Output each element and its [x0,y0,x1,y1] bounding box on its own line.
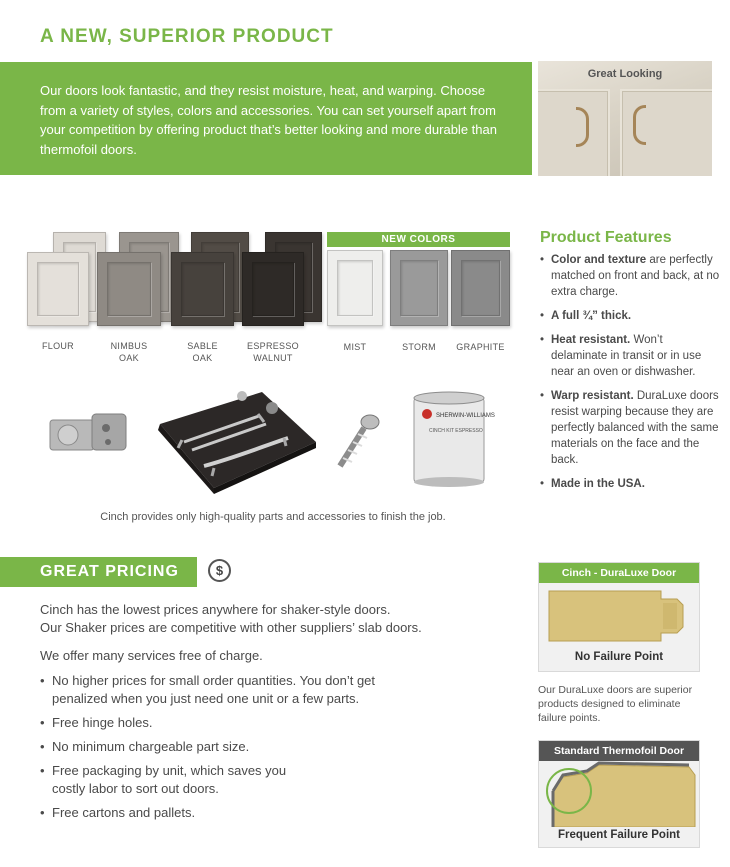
thermofoil-cross-section [539,761,699,827]
dollar-icon: $ [208,559,231,582]
svg-text:SHERWIN-WILLIAMS: SHERWIN-WILLIAMS [436,413,495,419]
thermofoil-box-title: Standard Thermofoil Door [539,741,699,761]
duraluxe-description: Our DuraLuxe doors are superior products designed to eliminate failure points. [538,684,693,724]
screw-icon [340,415,379,466]
color-label-graphite: GRAPHITE [456,342,505,352]
svg-text:CINCH KIT ESPRESSO: CINCH KIT ESPRESSO [429,428,483,434]
door-graphite [451,250,510,326]
features-title: Product Features [540,229,672,246]
color-label-storm: STORM [402,342,436,352]
thermofoil-box-label: Frequent Failure Point [557,829,681,841]
pricing-item: • Free packaging by unit, which saves you costly labor to sort out doors. [40,762,480,798]
feature-item: • A full ¾” thick. [540,308,720,324]
color-label-nimbus-oak: NIMBUS OAK [110,341,148,363]
accessories-caption: Cinch provides only high-quality parts and accessories to finish the job. [100,511,446,523]
door-mist [327,250,383,326]
pricing-item: • Free cartons and pallets. [40,804,480,822]
feature-item: • Heat resistant. Won’t delaminate in transit or in use near an oven or dishwasher. [540,332,720,380]
accessories-illustration [44,384,504,494]
photo-label: Great Looking [587,68,663,80]
paint-can-icon [414,392,495,487]
cabinet-photo [538,61,712,176]
feature-item: • Warp resistant. DuraLuxe doors resist warping because they are perfectly balanced with the same materials on the face and the back. [540,388,720,468]
door-nimbus-oak [97,252,161,326]
door-espresso-walnut [242,252,304,326]
door-flour [27,252,89,326]
color-label-espresso-walnut: ESPRESSO WALNUT [247,341,299,363]
duraluxe-cross-section [539,585,699,647]
duraluxe-box-title: Cinch - DuraLuxe Door [539,563,699,583]
pricing-list [40,672,480,828]
door-sable-oak [171,252,234,326]
color-label-mist: MIST [343,342,367,352]
duraluxe-box [538,562,700,672]
feature-item: • Color and texture are perfectly matched on front and back, at no extra charge. [540,252,720,300]
pricing-paragraph-1: Cinch has the lowest prices anywhere for shaker-style doors. Our Shaker prices are competitive with other suppliers’ slab doors. [40,602,422,635]
new-colors-banner: NEW COLORS [327,232,510,247]
photo-handle-right [633,105,646,145]
handles-on-tray-icon [158,391,316,494]
photo-handle-left [576,107,589,147]
pricing-item: • No higher prices for small order quantities. You don’t get penalized when you just need one unit or a few parts. [40,672,480,708]
intro-text: Our doors look fantastic, and they resist moisture, heat, and warping. Choose from a variety of styles, colors and accessories. You can set yourself apart from your competition by offering product that’s better looking and more durable than thermofoil doors. [0,62,532,175]
thermofoil-box [538,740,700,848]
section-title: A NEW, SUPERIOR PRODUCT [40,26,334,47]
color-label-sable-oak: SABLE OAK [187,341,218,363]
color-label-flour: FLOUR [41,341,74,351]
pricing-paragraph-2: We offer many services free of charge. [40,648,263,663]
duraluxe-box-label: No Failure Point [574,651,664,663]
pricing-item: • Free hinge holes. [40,714,480,732]
photo-panel-left [538,89,610,176]
feature-item: • Made in the USA. [540,476,720,492]
hinge-icon [50,414,126,450]
pricing-item: • No minimum chargeable part size. [40,738,480,756]
features-list [540,252,720,500]
door-storm [390,250,448,326]
pricing-title: GREAT PRICING [0,557,197,587]
